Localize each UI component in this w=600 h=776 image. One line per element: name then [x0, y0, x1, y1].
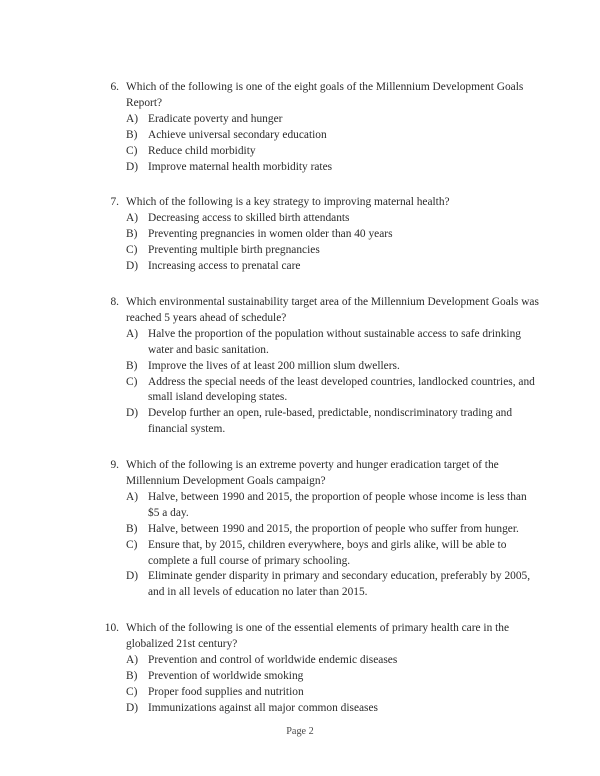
option-letter: D)	[126, 570, 139, 583]
option-item[interactable]	[98, 669, 540, 685]
option-item[interactable]	[98, 359, 540, 375]
question-stem-row	[98, 621, 540, 653]
question-text: Which environmental sustainability target area of the Millennium Development Goals was reached 5 years ahead of schedule?	[126, 295, 539, 324]
option-letter: B)	[126, 522, 138, 535]
question-stem-row	[98, 295, 540, 327]
option-text: Halve the proportion of the population without sustainable access to safe drinking water and basic sanitation.	[148, 327, 521, 356]
option-text: Halve, between 1990 and 2015, the proportion of people whose income is less than $5 a day.	[148, 490, 527, 519]
option-letter: C)	[126, 375, 138, 388]
option-letter: C)	[126, 244, 138, 257]
option-letter: A)	[126, 112, 139, 125]
option-text: Halve, between 1990 and 2015, the proportion of people who suffer from hunger.	[148, 522, 519, 535]
question-number: 9.	[110, 459, 119, 472]
option-text: Improve the lives of at least 200 million slum dwellers.	[148, 359, 400, 372]
option-item[interactable]	[98, 538, 540, 570]
option-item[interactable]	[98, 569, 540, 601]
option-list	[98, 490, 540, 601]
question-text: Which of the following is a key strategy to improving maternal health?	[126, 196, 450, 209]
option-text: Develop further an open, rule-based, predictable, nondiscriminatory trading and financial system.	[148, 407, 513, 436]
option-item[interactable]	[98, 701, 540, 717]
question-stem-row	[98, 195, 540, 211]
question-text: Which of the following is one of the essential elements of primary health care in the globalized 21st century?	[126, 622, 510, 651]
question-stem-row	[98, 458, 540, 490]
option-text: Eliminate gender disparity in primary and secondary education, preferably by 2005, and in all levels of education no later than 2015.	[148, 570, 531, 599]
question-item	[98, 80, 540, 175]
option-item[interactable]	[98, 522, 540, 538]
option-letter: B)	[126, 228, 138, 241]
question-text: Which of the following is an extreme poverty and hunger eradication target of the Millennium Development Goals campaign?	[126, 459, 499, 488]
option-text: Preventing multiple birth pregnancies	[148, 244, 320, 257]
option-text: Increasing access to prenatal care	[148, 260, 301, 273]
option-letter: A)	[126, 327, 139, 340]
option-item[interactable]	[98, 211, 540, 227]
option-text: Improve maternal health morbidity rates	[148, 160, 333, 173]
option-item[interactable]	[98, 160, 540, 176]
option-text: Achieve universal secondary education	[148, 128, 327, 141]
option-list	[98, 211, 540, 275]
option-list	[98, 653, 540, 717]
option-item[interactable]	[98, 259, 540, 275]
option-item[interactable]	[98, 227, 540, 243]
option-text: Ensure that, by 2015, children everywhere, boys and girls alike, will be able to complete a full course of primary schooling.	[148, 538, 507, 567]
option-letter: A)	[126, 212, 139, 225]
option-item[interactable]	[98, 243, 540, 259]
option-item[interactable]	[98, 128, 540, 144]
option-item[interactable]	[98, 653, 540, 669]
option-item[interactable]	[98, 406, 540, 438]
option-text: Immunizations against all major common diseases	[148, 701, 378, 714]
question-text: Which of the following is one of the eight goals of the Millennium Development Goals Report?	[126, 81, 524, 109]
option-letter: A)	[126, 654, 139, 667]
option-text: Preventing pregnancies in women older than 40 years	[148, 228, 393, 241]
question-item	[98, 295, 540, 438]
option-letter: C)	[126, 685, 138, 698]
question-item	[98, 621, 540, 716]
option-text: Eradicate poverty and hunger	[148, 112, 283, 125]
option-letter: A)	[126, 490, 139, 503]
option-text: Prevention and control of worldwide endemic diseases	[148, 654, 398, 667]
option-letter: B)	[126, 670, 138, 682]
question-number: 8.	[110, 295, 119, 308]
option-text: Proper food supplies and nutrition	[148, 685, 304, 698]
question-number: 7.	[110, 196, 119, 209]
option-text: Address the special needs of the least developed countries, landlocked countries, and small island developing states.	[148, 375, 535, 404]
option-letter: D)	[126, 160, 139, 173]
question-item	[98, 458, 540, 601]
option-letter: D)	[126, 407, 139, 420]
option-letter: D)	[126, 701, 139, 714]
option-list	[98, 112, 540, 176]
option-letter: C)	[126, 144, 138, 157]
option-list	[98, 327, 540, 438]
question-stem-row	[98, 80, 540, 112]
question-number: 6.	[110, 81, 119, 93]
option-item[interactable]	[98, 327, 540, 359]
option-letter: B)	[126, 359, 138, 372]
option-text: Reduce child morbidity	[148, 144, 256, 157]
page-footer: Page 2	[286, 726, 314, 737]
option-item[interactable]	[98, 375, 540, 407]
option-item[interactable]	[98, 490, 540, 522]
option-text: Prevention of worldwide smoking	[148, 670, 304, 682]
question-number: 10.	[104, 622, 119, 635]
option-item[interactable]	[98, 144, 540, 160]
option-letter: B)	[126, 128, 138, 141]
option-item[interactable]	[98, 112, 540, 128]
option-letter: C)	[126, 538, 138, 551]
question-list	[98, 80, 540, 737]
option-letter: D)	[126, 260, 139, 273]
option-item[interactable]	[98, 685, 540, 701]
question-item	[98, 195, 540, 275]
option-text: Decreasing access to skilled birth attendants	[148, 212, 350, 225]
